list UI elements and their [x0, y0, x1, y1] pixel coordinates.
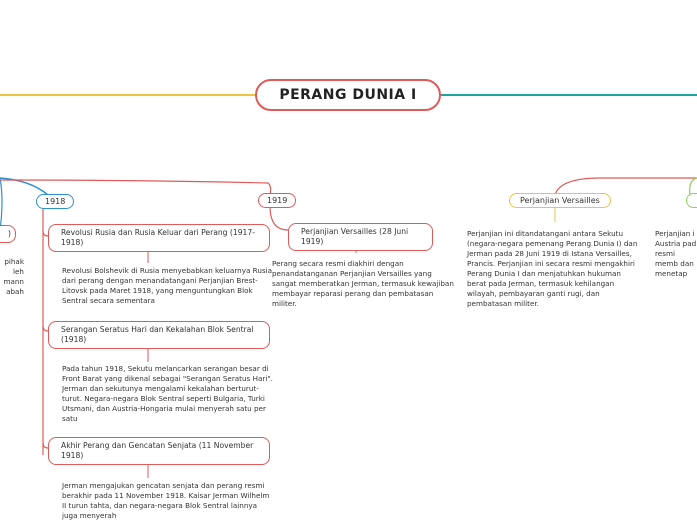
- topic-title: Perjanjian Versailles (28 Juni 1919): [301, 227, 409, 246]
- root-topic[interactable]: [255, 79, 441, 111]
- right-partial-clip: [655, 229, 697, 279]
- link-1919: [0, 180, 271, 195]
- topic-title: Akhir Perang dan Gencatan Senjata (11 November 1918): [61, 441, 254, 460]
- right-partial-body: Perjanjian i Austria pad resmi memb dan menetap: [655, 229, 697, 278]
- left-partial-body: pihak leh mann abah: [3, 257, 24, 296]
- year-1919-node[interactable]: [258, 193, 296, 208]
- perjanjian-versailles-node[interactable]: [509, 193, 611, 208]
- left-partial-node[interactable]: ): [0, 225, 16, 243]
- perjanjian-versailles-label: Perjanjian Versailles: [520, 196, 600, 205]
- year-1919-label: 1919: [267, 196, 288, 205]
- topic-revolusi-rusia[interactable]: [48, 224, 270, 252]
- topic-body-serangan-seratus-hari: Pada tahun 1918, Sekutu melancarkan serangan besar di Front Barat yang dikenal sebagai "Serangan Seratus Hari". Jerman dan sekutunya mengalami kekalahan berturut-turut. Negara-negara Blok Sentral seperti Bulgaria, Turki Utsmani, dan Austria-Hongaria mulai menyerah satu per satu: [62, 364, 273, 423]
- year-1918-label: 1918: [45, 197, 66, 206]
- topic-title: Serangan Seratus Hari dan Kekalahan Blok Sentral (1918): [61, 325, 254, 344]
- topic-title: Revolusi Rusia dan Rusia Keluar dari Perang (1917-1918): [61, 228, 255, 247]
- topic-akhir-perang[interactable]: [48, 437, 270, 465]
- topic-perjanjian-versailles-1919[interactable]: [288, 223, 433, 251]
- left-partial-clip: [0, 257, 24, 307]
- year-1918-node[interactable]: [36, 194, 74, 209]
- root-title: PERANG DUNIA I: [279, 86, 417, 103]
- right-partial-node[interactable]: [686, 193, 697, 208]
- link-left-partial: [0, 178, 2, 230]
- perjanjian-versailles-body: Perjanjian ini ditandatangani antara Sekutu (negara-negara pemenang Perang Dunia I) dan Jerman pada 28 Juni 1919 di Istana Versailles, Prancis. Perjanjian ini secara resmi mengakhiri Perang Dunia I dan menjatuhkan hukuman berat pada Jerman, termasuk kehilangan wilayah, pembayaran ganti rugi, dan pembatasan militer.: [467, 229, 638, 308]
- topic-body-perjanjian-versailles-1919: Perang secara resmi diakhiri dengan penandatanganan Perjanjian Versailles yang sangat memberatkan Jerman, termasuk kewajiban membayar reparasi perang dan pembatasan militer.: [272, 259, 454, 308]
- topic-body-revolusi-rusia: Revolusi Bolshevik di Rusia menyebabkan keluarnya Rusia dari perang dengan menandatangani Perjanjian Brest-Litovsk pada Maret 1918, yang menguntungkan Blok Sentral secara sementara: [62, 266, 273, 305]
- topic-serangan-seratus-hari[interactable]: [48, 321, 270, 349]
- topic-body-akhir-perang: Jerman mengajukan gencatan senjata dan perang resmi berakhir pada 11 November 1918. Kaisar Jerman Wilhelm II turun tahta, dan negara-negara Blok Sentral lainnya juga menyerah: [62, 481, 270, 520]
